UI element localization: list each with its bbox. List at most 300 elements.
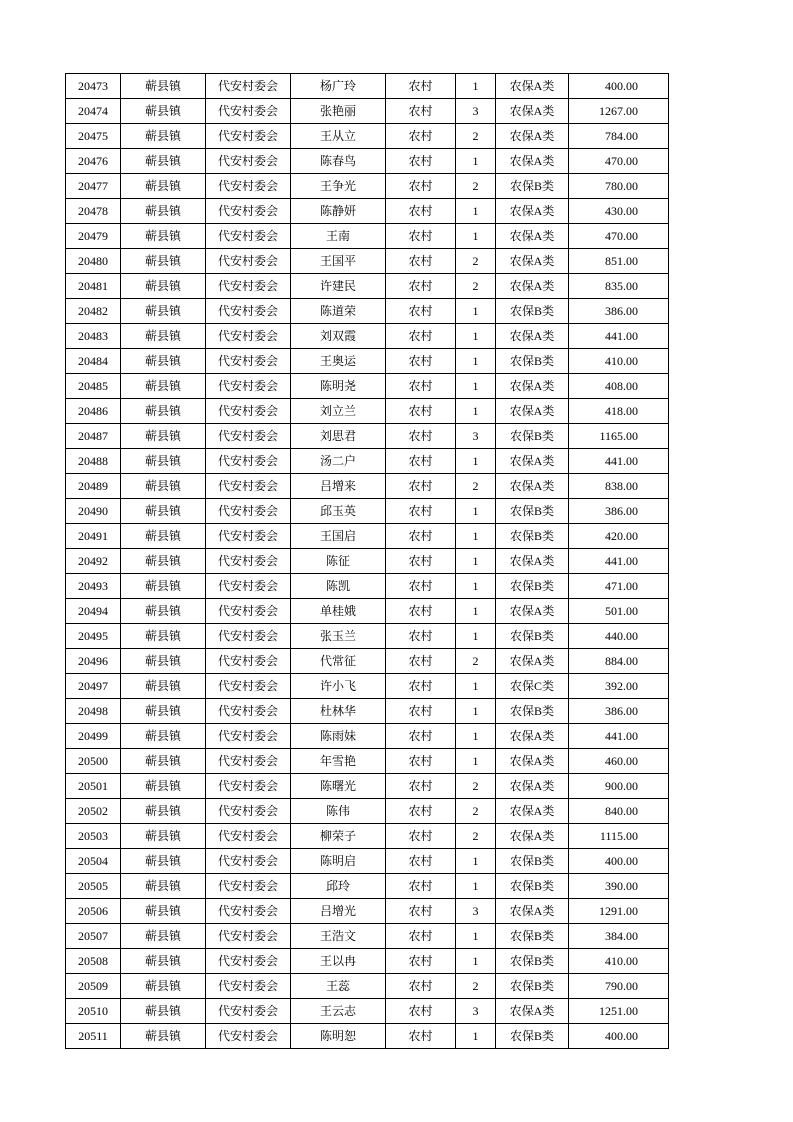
cell-amount: 400.00 bbox=[569, 1024, 669, 1049]
cell-count: 1 bbox=[456, 674, 496, 699]
cell-category: 农保A类 bbox=[496, 399, 569, 424]
cell-town: 蕲县镇 bbox=[121, 699, 206, 724]
cell-town: 蕲县镇 bbox=[121, 324, 206, 349]
cell-amount: 441.00 bbox=[569, 724, 669, 749]
cell-count: 2 bbox=[456, 974, 496, 999]
cell-village: 代安村委会 bbox=[206, 724, 291, 749]
cell-village: 代安村委会 bbox=[206, 799, 291, 824]
cell-village: 代安村委会 bbox=[206, 174, 291, 199]
table-row bbox=[66, 899, 669, 924]
cell-type: 农村 bbox=[386, 1024, 456, 1049]
cell-amount: 430.00 bbox=[569, 199, 669, 224]
cell-count: 2 bbox=[456, 799, 496, 824]
cell-town: 蕲县镇 bbox=[121, 949, 206, 974]
cell-amount: 784.00 bbox=[569, 124, 669, 149]
cell-type: 农村 bbox=[386, 74, 456, 99]
cell-type: 农村 bbox=[386, 224, 456, 249]
table-row bbox=[66, 124, 669, 149]
cell-count: 1 bbox=[456, 624, 496, 649]
cell-category: 农保B类 bbox=[496, 524, 569, 549]
cell-count: 1 bbox=[456, 199, 496, 224]
cell-id: 20488 bbox=[66, 449, 121, 474]
cell-id: 20502 bbox=[66, 799, 121, 824]
cell-amount: 460.00 bbox=[569, 749, 669, 774]
table-row bbox=[66, 574, 669, 599]
cell-village: 代安村委会 bbox=[206, 524, 291, 549]
cell-village: 代安村委会 bbox=[206, 424, 291, 449]
cell-id: 20508 bbox=[66, 949, 121, 974]
table-row bbox=[66, 174, 669, 199]
table-row bbox=[66, 649, 669, 674]
cell-town: 蕲县镇 bbox=[121, 1024, 206, 1049]
cell-amount: 390.00 bbox=[569, 874, 669, 899]
cell-amount: 420.00 bbox=[569, 524, 669, 549]
cell-category: 农保B类 bbox=[496, 949, 569, 974]
cell-count: 1 bbox=[456, 924, 496, 949]
cell-type: 农村 bbox=[386, 149, 456, 174]
cell-category: 农保A类 bbox=[496, 124, 569, 149]
table-row bbox=[66, 249, 669, 274]
table-row bbox=[66, 299, 669, 324]
cell-town: 蕲县镇 bbox=[121, 624, 206, 649]
cell-name: 王从立 bbox=[291, 124, 386, 149]
cell-type: 农村 bbox=[386, 749, 456, 774]
cell-town: 蕲县镇 bbox=[121, 499, 206, 524]
table-row bbox=[66, 424, 669, 449]
cell-type: 农村 bbox=[386, 374, 456, 399]
cell-name: 陈雨妹 bbox=[291, 724, 386, 749]
cell-type: 农村 bbox=[386, 849, 456, 874]
cell-amount: 441.00 bbox=[569, 449, 669, 474]
cell-amount: 441.00 bbox=[569, 549, 669, 574]
cell-category: 农保A类 bbox=[496, 649, 569, 674]
cell-id: 20490 bbox=[66, 499, 121, 524]
cell-id: 20473 bbox=[66, 74, 121, 99]
cell-amount: 470.00 bbox=[569, 149, 669, 174]
table-row bbox=[66, 774, 669, 799]
cell-id: 20476 bbox=[66, 149, 121, 174]
cell-type: 农村 bbox=[386, 774, 456, 799]
cell-type: 农村 bbox=[386, 874, 456, 899]
cell-category: 农保A类 bbox=[496, 724, 569, 749]
cell-count: 1 bbox=[456, 724, 496, 749]
cell-name: 王浩文 bbox=[291, 924, 386, 949]
cell-category: 农保A类 bbox=[496, 474, 569, 499]
cell-category: 农保B类 bbox=[496, 349, 569, 374]
table-row bbox=[66, 974, 669, 999]
cell-amount: 884.00 bbox=[569, 649, 669, 674]
cell-name: 张艳丽 bbox=[291, 99, 386, 124]
cell-type: 农村 bbox=[386, 649, 456, 674]
table-row bbox=[66, 749, 669, 774]
cell-type: 农村 bbox=[386, 99, 456, 124]
cell-town: 蕲县镇 bbox=[121, 899, 206, 924]
cell-type: 农村 bbox=[386, 249, 456, 274]
cell-village: 代安村委会 bbox=[206, 99, 291, 124]
cell-type: 农村 bbox=[386, 424, 456, 449]
cell-town: 蕲县镇 bbox=[121, 349, 206, 374]
cell-category: 农保B类 bbox=[496, 699, 569, 724]
cell-type: 农村 bbox=[386, 524, 456, 549]
cell-category: 农保A类 bbox=[496, 324, 569, 349]
cell-town: 蕲县镇 bbox=[121, 149, 206, 174]
cell-name: 汤二户 bbox=[291, 449, 386, 474]
cell-count: 3 bbox=[456, 999, 496, 1024]
table-row bbox=[66, 549, 669, 574]
table-row bbox=[66, 499, 669, 524]
cell-name: 陈凯 bbox=[291, 574, 386, 599]
cell-type: 农村 bbox=[386, 899, 456, 924]
table-row bbox=[66, 449, 669, 474]
cell-id: 20506 bbox=[66, 899, 121, 924]
cell-amount: 1267.00 bbox=[569, 99, 669, 124]
cell-id: 20497 bbox=[66, 674, 121, 699]
cell-name: 陈明尧 bbox=[291, 374, 386, 399]
cell-amount: 790.00 bbox=[569, 974, 669, 999]
cell-town: 蕲县镇 bbox=[121, 799, 206, 824]
cell-category: 农保B类 bbox=[496, 574, 569, 599]
cell-village: 代安村委会 bbox=[206, 824, 291, 849]
cell-category: 农保A类 bbox=[496, 249, 569, 274]
cell-id: 20474 bbox=[66, 99, 121, 124]
cell-id: 20495 bbox=[66, 624, 121, 649]
cell-type: 农村 bbox=[386, 674, 456, 699]
data-table bbox=[65, 73, 669, 1049]
cell-name: 陈春鸟 bbox=[291, 149, 386, 174]
table-row bbox=[66, 349, 669, 374]
cell-town: 蕲县镇 bbox=[121, 674, 206, 699]
cell-name: 杜林华 bbox=[291, 699, 386, 724]
cell-count: 1 bbox=[456, 574, 496, 599]
cell-name: 单桂娥 bbox=[291, 599, 386, 624]
cell-id: 20494 bbox=[66, 599, 121, 624]
cell-id: 20484 bbox=[66, 349, 121, 374]
cell-id: 20487 bbox=[66, 424, 121, 449]
cell-count: 1 bbox=[456, 499, 496, 524]
cell-name: 代常征 bbox=[291, 649, 386, 674]
cell-amount: 1251.00 bbox=[569, 999, 669, 1024]
cell-town: 蕲县镇 bbox=[121, 474, 206, 499]
cell-name: 许建民 bbox=[291, 274, 386, 299]
cell-category: 农保B类 bbox=[496, 924, 569, 949]
cell-count: 2 bbox=[456, 824, 496, 849]
cell-village: 代安村委会 bbox=[206, 199, 291, 224]
cell-village: 代安村委会 bbox=[206, 74, 291, 99]
cell-village: 代安村委会 bbox=[206, 774, 291, 799]
cell-count: 1 bbox=[456, 549, 496, 574]
cell-name: 年雪艳 bbox=[291, 749, 386, 774]
cell-town: 蕲县镇 bbox=[121, 999, 206, 1024]
cell-id: 20478 bbox=[66, 199, 121, 224]
cell-category: 农保A类 bbox=[496, 899, 569, 924]
cell-town: 蕲县镇 bbox=[121, 449, 206, 474]
cell-village: 代安村委会 bbox=[206, 649, 291, 674]
cell-amount: 838.00 bbox=[569, 474, 669, 499]
cell-town: 蕲县镇 bbox=[121, 74, 206, 99]
cell-village: 代安村委会 bbox=[206, 749, 291, 774]
cell-village: 代安村委会 bbox=[206, 949, 291, 974]
cell-village: 代安村委会 bbox=[206, 574, 291, 599]
cell-count: 1 bbox=[456, 699, 496, 724]
table-row bbox=[66, 999, 669, 1024]
cell-amount: 392.00 bbox=[569, 674, 669, 699]
cell-id: 20501 bbox=[66, 774, 121, 799]
cell-type: 农村 bbox=[386, 174, 456, 199]
cell-category: 农保B类 bbox=[496, 299, 569, 324]
cell-name: 刘思君 bbox=[291, 424, 386, 449]
table-row bbox=[66, 699, 669, 724]
cell-town: 蕲县镇 bbox=[121, 549, 206, 574]
cell-count: 1 bbox=[456, 874, 496, 899]
cell-name: 吕增来 bbox=[291, 474, 386, 499]
cell-id: 20489 bbox=[66, 474, 121, 499]
cell-id: 20500 bbox=[66, 749, 121, 774]
cell-amount: 384.00 bbox=[569, 924, 669, 949]
cell-name: 柳荣子 bbox=[291, 824, 386, 849]
cell-amount: 410.00 bbox=[569, 349, 669, 374]
table-row bbox=[66, 724, 669, 749]
cell-amount: 900.00 bbox=[569, 774, 669, 799]
cell-type: 农村 bbox=[386, 974, 456, 999]
cell-village: 代安村委会 bbox=[206, 674, 291, 699]
cell-category: 农保A类 bbox=[496, 149, 569, 174]
cell-category: 农保B类 bbox=[496, 499, 569, 524]
cell-count: 1 bbox=[456, 949, 496, 974]
cell-village: 代安村委会 bbox=[206, 249, 291, 274]
cell-category: 农保A类 bbox=[496, 749, 569, 774]
cell-id: 20496 bbox=[66, 649, 121, 674]
cell-type: 农村 bbox=[386, 724, 456, 749]
cell-name: 王南 bbox=[291, 224, 386, 249]
cell-town: 蕲县镇 bbox=[121, 974, 206, 999]
table-row bbox=[66, 99, 669, 124]
cell-type: 农村 bbox=[386, 349, 456, 374]
cell-village: 代安村委会 bbox=[206, 149, 291, 174]
cell-name: 刘立兰 bbox=[291, 399, 386, 424]
cell-type: 农村 bbox=[386, 299, 456, 324]
cell-count: 3 bbox=[456, 99, 496, 124]
cell-count: 1 bbox=[456, 74, 496, 99]
cell-type: 农村 bbox=[386, 599, 456, 624]
cell-count: 1 bbox=[456, 524, 496, 549]
cell-count: 1 bbox=[456, 599, 496, 624]
cell-category: 农保B类 bbox=[496, 624, 569, 649]
cell-town: 蕲县镇 bbox=[121, 124, 206, 149]
cell-category: 农保B类 bbox=[496, 874, 569, 899]
cell-name: 陈曙光 bbox=[291, 774, 386, 799]
cell-id: 20481 bbox=[66, 274, 121, 299]
cell-town: 蕲县镇 bbox=[121, 249, 206, 274]
cell-amount: 440.00 bbox=[569, 624, 669, 649]
cell-id: 20505 bbox=[66, 874, 121, 899]
cell-village: 代安村委会 bbox=[206, 1024, 291, 1049]
cell-town: 蕲县镇 bbox=[121, 924, 206, 949]
table-row bbox=[66, 224, 669, 249]
cell-category: 农保A类 bbox=[496, 99, 569, 124]
cell-village: 代安村委会 bbox=[206, 924, 291, 949]
cell-id: 20503 bbox=[66, 824, 121, 849]
table-row bbox=[66, 324, 669, 349]
cell-id: 20477 bbox=[66, 174, 121, 199]
cell-type: 农村 bbox=[386, 399, 456, 424]
cell-id: 20499 bbox=[66, 724, 121, 749]
cell-type: 农村 bbox=[386, 574, 456, 599]
cell-category: 农保C类 bbox=[496, 674, 569, 699]
cell-amount: 1291.00 bbox=[569, 899, 669, 924]
cell-name: 陈明恕 bbox=[291, 1024, 386, 1049]
cell-type: 农村 bbox=[386, 124, 456, 149]
cell-id: 20483 bbox=[66, 324, 121, 349]
cell-name: 王国平 bbox=[291, 249, 386, 274]
cell-count: 1 bbox=[456, 149, 496, 174]
cell-village: 代安村委会 bbox=[206, 474, 291, 499]
cell-village: 代安村委会 bbox=[206, 499, 291, 524]
cell-name: 王蕊 bbox=[291, 974, 386, 999]
cell-type: 农村 bbox=[386, 499, 456, 524]
cell-village: 代安村委会 bbox=[206, 849, 291, 874]
cell-category: 农保A类 bbox=[496, 224, 569, 249]
cell-count: 1 bbox=[456, 399, 496, 424]
cell-category: 农保A类 bbox=[496, 999, 569, 1024]
cell-town: 蕲县镇 bbox=[121, 199, 206, 224]
cell-count: 1 bbox=[456, 849, 496, 874]
cell-id: 20504 bbox=[66, 849, 121, 874]
cell-amount: 470.00 bbox=[569, 224, 669, 249]
cell-type: 农村 bbox=[386, 999, 456, 1024]
cell-village: 代安村委会 bbox=[206, 449, 291, 474]
cell-amount: 410.00 bbox=[569, 949, 669, 974]
cell-village: 代安村委会 bbox=[206, 124, 291, 149]
cell-village: 代安村委会 bbox=[206, 274, 291, 299]
cell-name: 许小飞 bbox=[291, 674, 386, 699]
cell-count: 1 bbox=[456, 324, 496, 349]
cell-village: 代安村委会 bbox=[206, 399, 291, 424]
table-row bbox=[66, 149, 669, 174]
cell-count: 3 bbox=[456, 424, 496, 449]
cell-type: 农村 bbox=[386, 824, 456, 849]
cell-town: 蕲县镇 bbox=[121, 649, 206, 674]
cell-name: 邱玲 bbox=[291, 874, 386, 899]
table-row bbox=[66, 399, 669, 424]
cell-amount: 441.00 bbox=[569, 324, 669, 349]
cell-category: 农保A类 bbox=[496, 599, 569, 624]
cell-type: 农村 bbox=[386, 474, 456, 499]
cell-name: 吕增光 bbox=[291, 899, 386, 924]
table-row bbox=[66, 874, 669, 899]
cell-id: 20485 bbox=[66, 374, 121, 399]
cell-name: 邱玉英 bbox=[291, 499, 386, 524]
cell-village: 代安村委会 bbox=[206, 624, 291, 649]
cell-village: 代安村委会 bbox=[206, 974, 291, 999]
cell-count: 2 bbox=[456, 474, 496, 499]
cell-town: 蕲县镇 bbox=[121, 524, 206, 549]
cell-count: 2 bbox=[456, 249, 496, 274]
table-row bbox=[66, 374, 669, 399]
cell-count: 2 bbox=[456, 774, 496, 799]
cell-amount: 780.00 bbox=[569, 174, 669, 199]
cell-type: 农村 bbox=[386, 449, 456, 474]
cell-name: 王争光 bbox=[291, 174, 386, 199]
cell-amount: 386.00 bbox=[569, 299, 669, 324]
table-row bbox=[66, 799, 669, 824]
cell-amount: 835.00 bbox=[569, 274, 669, 299]
cell-village: 代安村委会 bbox=[206, 224, 291, 249]
cell-amount: 386.00 bbox=[569, 499, 669, 524]
cell-town: 蕲县镇 bbox=[121, 824, 206, 849]
cell-town: 蕲县镇 bbox=[121, 174, 206, 199]
cell-town: 蕲县镇 bbox=[121, 599, 206, 624]
cell-town: 蕲县镇 bbox=[121, 274, 206, 299]
cell-name: 王云志 bbox=[291, 999, 386, 1024]
table-row bbox=[66, 274, 669, 299]
cell-id: 20511 bbox=[66, 1024, 121, 1049]
cell-count: 1 bbox=[456, 299, 496, 324]
cell-amount: 408.00 bbox=[569, 374, 669, 399]
table-row bbox=[66, 74, 669, 99]
cell-village: 代安村委会 bbox=[206, 999, 291, 1024]
cell-town: 蕲县镇 bbox=[121, 749, 206, 774]
cell-type: 农村 bbox=[386, 274, 456, 299]
table-row bbox=[66, 599, 669, 624]
cell-count: 2 bbox=[456, 124, 496, 149]
cell-id: 20475 bbox=[66, 124, 121, 149]
cell-category: 农保A类 bbox=[496, 824, 569, 849]
cell-type: 农村 bbox=[386, 324, 456, 349]
table-row bbox=[66, 674, 669, 699]
cell-category: 农保A类 bbox=[496, 374, 569, 399]
cell-town: 蕲县镇 bbox=[121, 424, 206, 449]
cell-town: 蕲县镇 bbox=[121, 724, 206, 749]
cell-category: 农保A类 bbox=[496, 199, 569, 224]
cell-town: 蕲县镇 bbox=[121, 374, 206, 399]
table-row bbox=[66, 924, 669, 949]
cell-category: 农保A类 bbox=[496, 449, 569, 474]
cell-category: 农保A类 bbox=[496, 799, 569, 824]
cell-name: 张玉兰 bbox=[291, 624, 386, 649]
cell-id: 20492 bbox=[66, 549, 121, 574]
cell-name: 王国启 bbox=[291, 524, 386, 549]
cell-village: 代安村委会 bbox=[206, 324, 291, 349]
cell-village: 代安村委会 bbox=[206, 299, 291, 324]
cell-id: 20493 bbox=[66, 574, 121, 599]
cell-amount: 418.00 bbox=[569, 399, 669, 424]
cell-town: 蕲县镇 bbox=[121, 849, 206, 874]
cell-count: 1 bbox=[456, 449, 496, 474]
cell-category: 农保B类 bbox=[496, 849, 569, 874]
cell-town: 蕲县镇 bbox=[121, 99, 206, 124]
cell-amount: 851.00 bbox=[569, 249, 669, 274]
cell-count: 1 bbox=[456, 349, 496, 374]
cell-type: 农村 bbox=[386, 549, 456, 574]
cell-name: 王奥运 bbox=[291, 349, 386, 374]
cell-type: 农村 bbox=[386, 199, 456, 224]
cell-town: 蕲县镇 bbox=[121, 299, 206, 324]
table-row bbox=[66, 1024, 669, 1049]
table-row bbox=[66, 474, 669, 499]
cell-id: 20507 bbox=[66, 924, 121, 949]
cell-type: 农村 bbox=[386, 699, 456, 724]
cell-category: 农保A类 bbox=[496, 549, 569, 574]
cell-type: 农村 bbox=[386, 624, 456, 649]
cell-count: 1 bbox=[456, 374, 496, 399]
cell-village: 代安村委会 bbox=[206, 899, 291, 924]
cell-category: 农保A类 bbox=[496, 274, 569, 299]
cell-village: 代安村委会 bbox=[206, 599, 291, 624]
cell-count: 2 bbox=[456, 174, 496, 199]
cell-amount: 1165.00 bbox=[569, 424, 669, 449]
cell-category: 农保B类 bbox=[496, 424, 569, 449]
table-row bbox=[66, 849, 669, 874]
